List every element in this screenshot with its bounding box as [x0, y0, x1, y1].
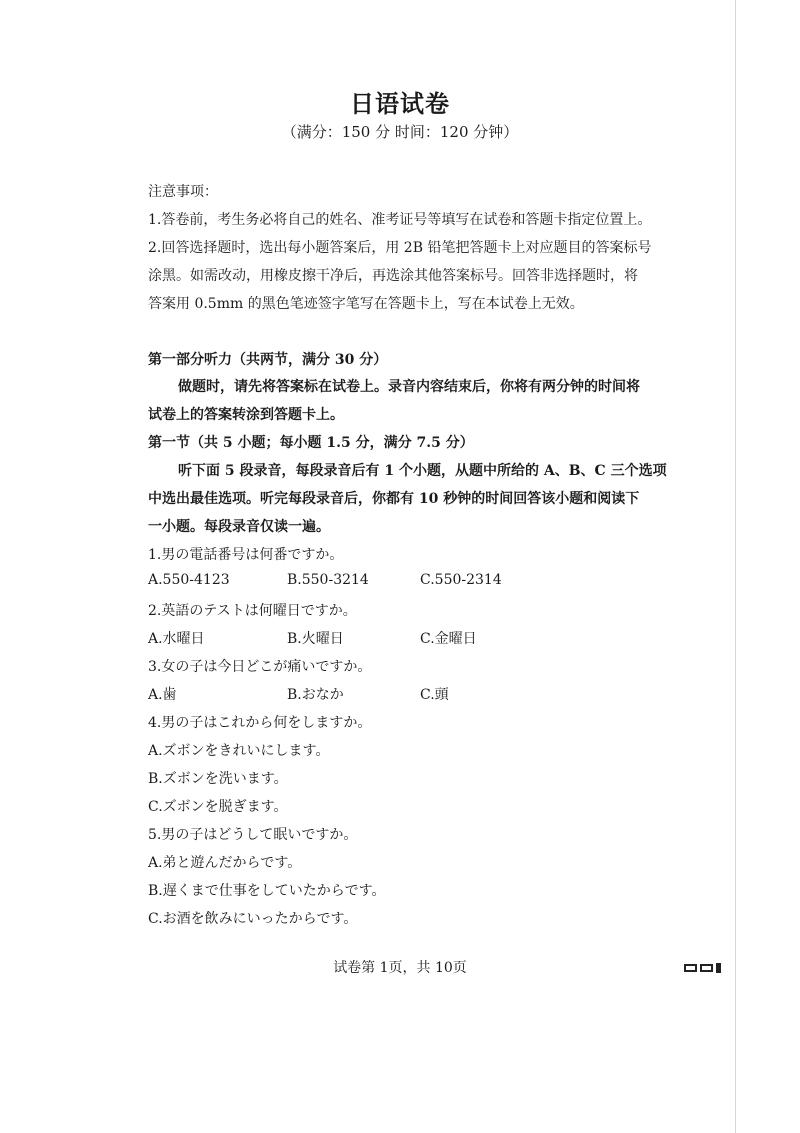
- page-marker-box: [684, 964, 697, 972]
- question-2-option-c: C.金曜日: [420, 631, 477, 647]
- question-5-stem: 5.男の子はどうして眠いですか。: [148, 827, 358, 843]
- section1-instruction-line-1: 听下面 5 段录音，每段录音后有 1 个小题，从题中所给的 A、B、C 三个选项: [178, 463, 667, 479]
- page-title: 日语试卷: [350, 89, 450, 118]
- question-4-stem: 4.男の子はこれから何をしますか。: [148, 715, 372, 731]
- page-marker-bar: [716, 963, 721, 973]
- part1-intro-line-2: 试卷上的答案转涂到答题卡上。: [148, 407, 344, 423]
- question-2-stem: 2.英語のテストは何曜日ですか。: [148, 603, 357, 619]
- question-5-option-a: A.弟と遊んだからです。: [148, 855, 302, 871]
- question-2-option-a: A.水曜日: [148, 631, 205, 647]
- question-5-option-b: B.遅くまで仕事をしていたからです。: [148, 883, 386, 899]
- question-1-option-a: A.550-4123: [148, 572, 230, 588]
- question-4-option-a: A.ズボンをきれいにします。: [148, 743, 330, 759]
- question-1-option-b: B.550-3214: [287, 572, 369, 588]
- question-3-option-c: C.頭: [420, 687, 449, 703]
- page-number: 试卷第 1页，共 10页: [333, 960, 467, 976]
- notes-line-4: 答案用 0.5mm 的黑色笔迹签字笔写在答题卡上，写在本试卷上无效。: [148, 296, 584, 312]
- section1-instruction-line-3: 一小题。每段录音仅读一遍。: [148, 519, 330, 535]
- notes-line-2: 2.回答选择题时，选出每小题答案后，用 2B 铅笔把答题卡上对应题目的答案标号: [148, 240, 652, 256]
- notes-line-3: 涂黑。如需改动，用橡皮擦干净后，再选涂其他答案标号。回答非选择题时，将: [148, 268, 638, 284]
- question-1-stem: 1.男の電話番号は何番ですか。: [148, 547, 344, 563]
- part1-intro-line-1: 做题时，请先将答案标在试卷上。录音内容结束后，你将有两分钟的时间将: [178, 379, 640, 395]
- section1-heading: 第一节（共 5 小题；每小题 1.5 分，满分 7.5 分）: [148, 435, 474, 451]
- page-marker: [684, 963, 721, 973]
- question-2-option-b: B.火曜日: [287, 631, 344, 647]
- question-4-option-c: C.ズボンを脱ぎます。: [148, 799, 288, 815]
- notes-line-1: 1.答卷前，考生务必将自己的姓名、准考证号等填写在试卷和答题卡指定位置上。: [148, 212, 652, 228]
- question-5-option-c: C.お酒を飲みにいったからです。: [148, 911, 358, 927]
- part1-heading: 第一部分听力（共两节，满分 30 分）: [148, 352, 388, 368]
- question-3-option-b: B.おなか: [287, 687, 344, 703]
- section1-instruction-line-2: 中选出最佳选项。听完每段录音后，你都有 10 秒钟的时间回答该小题和阅读下: [148, 491, 640, 507]
- question-3-option-a: A.歯: [148, 687, 177, 703]
- notes-heading: 注意事项：: [148, 184, 218, 200]
- question-1-option-c: C.550-2314: [420, 572, 502, 588]
- question-3-stem: 3.女の子は今日どこが痛いですか。: [148, 659, 372, 675]
- page-marker-box: [700, 964, 713, 972]
- exam-info: （满分：150 分 时间：120 分钟）: [281, 123, 519, 141]
- question-4-option-b: B.ズボンを洗います。: [148, 771, 288, 787]
